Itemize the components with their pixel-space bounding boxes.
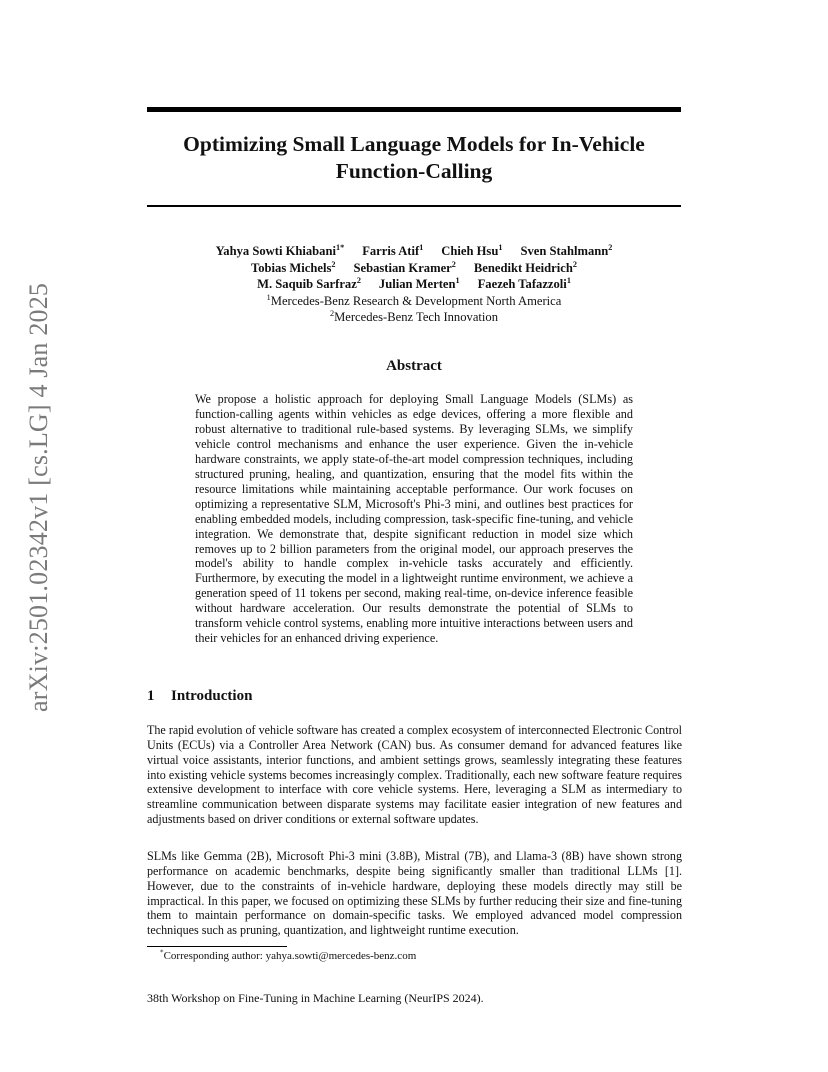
author-line-2 bbox=[147, 260, 681, 277]
author-name: Yahya Sowti Khiabani$^{1*}$ bbox=[215, 243, 345, 258]
venue-line: 38th Workshop on Fine-Tuning in Machine Learning (NeurIPS 2024). bbox=[147, 991, 484, 1005]
author-name: Faezeh Tafazzoli$^1$ bbox=[477, 276, 571, 291]
author-block bbox=[147, 243, 681, 326]
title-top-rule bbox=[147, 107, 681, 112]
section-number: 1 bbox=[147, 688, 155, 704]
affiliation-2: $^2$Mercedes-Benz Tech Innovation bbox=[329, 309, 499, 324]
author-name: Chieh Hsu$^1$ bbox=[441, 243, 503, 258]
author-name: Julian Merten$^1$ bbox=[378, 276, 460, 291]
title-bottom-rule bbox=[147, 205, 681, 207]
author-line-1 bbox=[147, 243, 681, 260]
abstract-text: We propose a holistic approach for deploying Small Language Models (SLMs) as function-calling agents within vehicles as edge devices, offering a more flexible and robust alternative to traditional rule-based systems. By leveraging SLMs, we simplify vehicle control mechanisms and enhance the user experience. Given the in-vehicle hardware constraints, we apply state-of-the-art model compression techniques, including structured pruning, healing, and quantization, ensuring that the model fits within the resource limitations while maintaining acceptable performance. Our work focuses on optimizing a representative SLM, Microsoft's Phi-3 mini, and outlines best practices for enabling embedded models, including compression, task-specific fine-tuning, and vehicle integration. We demonstrate that, despite significant reduction in model size which removes up to 2 billion parameters from the original model, our approach preserves the model's ability to handle complex in-vehicle tasks accurately and efficiently. Furthermore, by executing the model in a lightweight runtime environment, we achieve a generation speed of 11 tokens per second, making real-time, on-device inference feasible without hardware acceleration. Our results demonstrate the potential of SLMs to transform vehicle control systems, enabling more intuitive interactions between users and their vehicles for an enhanced driving experience. bbox=[195, 392, 633, 646]
affiliation-1: $^1$Mercedes-Benz Research & Development North America bbox=[266, 292, 562, 308]
section-heading-introduction bbox=[147, 688, 252, 705]
footnote-rule bbox=[147, 946, 287, 947]
footnote-corresponding-author: *Corresponding author: yahya.sowti@mercedes-benz.com bbox=[160, 948, 417, 962]
author-name: Sebastian Kramer$^2$ bbox=[353, 259, 456, 275]
author-name: Benedikt Heidrich$^2$ bbox=[473, 259, 577, 275]
author-line-3 bbox=[147, 276, 681, 293]
abstract-heading: Abstract bbox=[386, 358, 442, 374]
author-name: Sven Stahlmann$^2$ bbox=[520, 243, 613, 258]
arxiv-identifier: arXiv:2501.02342v1 [cs.LG] 4 Jan 2025 bbox=[24, 282, 53, 712]
author-name: M. Saquib Sarfraz$^2$ bbox=[257, 276, 361, 291]
section-title: Introduction bbox=[171, 688, 253, 704]
introduction-paragraph-2: SLMs like Gemma (2B), Microsoft Phi-3 mini (3.8B), Mistral (7B), and Llama-3 (8B) have shown strong performance on academic benchmarks, despite being significantly smaller than traditional LLMs [1]. However, due to the constraints of in-vehicle hardware, deploying these models directly may still be impractical. In this paper, we focused on optimizing these SLMs by further reducing their size and fine-tuning them to maintain performance on domain-specific tasks. We employed advanced model compression techniques such as pruning, quantization, and lightweight runtime execution. bbox=[147, 849, 682, 938]
author-name: Farris Atif$^1$ bbox=[362, 243, 424, 258]
introduction-paragraph-1: The rapid evolution of vehicle software has created a complex ecosystem of interconnected Electronic Control Units (ECUs) via a Controller Area Network (CAN) bus. As consumer demand for advanced features like virtual voice assistants, interior functions, and ambient settings grows, seamlessly integrating these features into existing vehicle systems becomes increasingly complex. Traditionally, each new software feature requires extensive development to interface with core vehicle systems. Here, leveraging a SLM as intermediary to streamline communication between disparate systems may facilitate easier integration of new features and adjustments based on driver conditions or external software updates. bbox=[147, 723, 682, 827]
author-name: Tobias Michels$^2$ bbox=[251, 259, 336, 275]
paper-title: Optimizing Small Language Models for In-Vehicle Function-Calling bbox=[183, 132, 645, 183]
